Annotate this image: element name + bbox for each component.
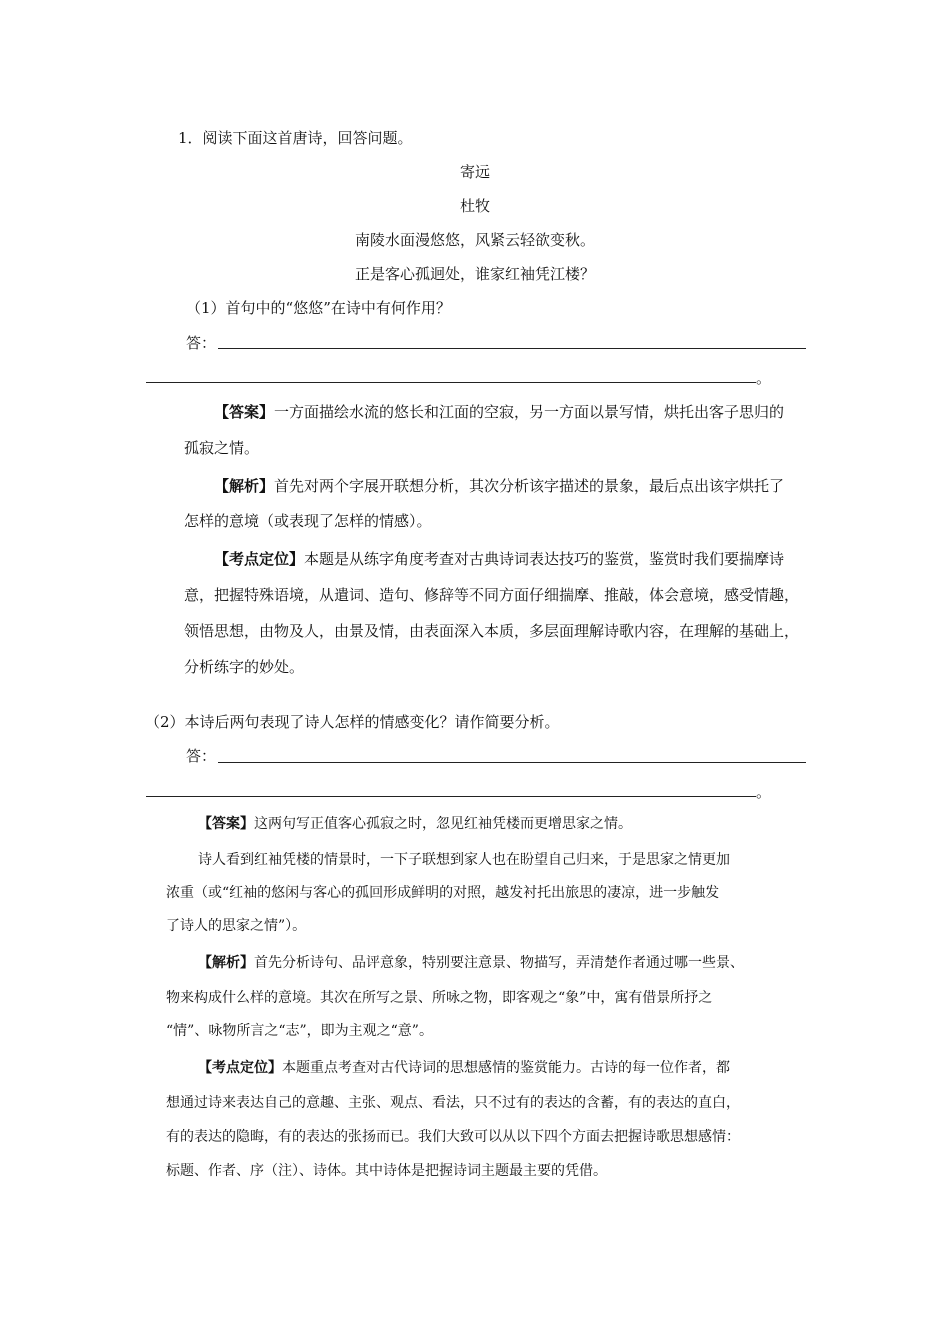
analysis-tag: 【解析】 bbox=[198, 955, 254, 971]
answer-text: 一方面描绘水流的悠长和江面的空寂，另一方面以景写情，烘托出客子思归的 bbox=[274, 403, 785, 421]
part1-analysis bbox=[214, 476, 784, 496]
focus-text: 本题是从练字角度考查对古典诗词表达技巧的鉴赏，鉴赏时我们要揣摩诗 bbox=[304, 550, 785, 568]
part1-analysis-cont: 怎样的意境（或表现了怎样的情感）。 bbox=[184, 512, 432, 530]
part2-analysis bbox=[198, 953, 744, 973]
answer-period: 。 bbox=[756, 783, 772, 801]
poem-author: 杜牧 bbox=[459, 197, 490, 215]
answer-blank-line bbox=[146, 382, 756, 383]
part2-explain: 诗人看到红袖凭楼的情景时，一下子联想到家人也在盼望自己归来，于是思家之情更加 bbox=[198, 852, 730, 868]
part2-focus-cont: 标题、作者、序（注）、诗体。其中诗体是把握诗词主题最主要的凭借。 bbox=[166, 1163, 607, 1179]
poem-line: 南陵水面漫悠悠，风紧云轻欲变秋。 bbox=[354, 231, 595, 249]
part2-analysis-cont: “情”、咏物所言之“志”，即为主观之“意”。 bbox=[166, 1023, 433, 1039]
part1-answer bbox=[214, 402, 784, 422]
part2-focus-cont: 有的表达的隐晦，有的表达的张扬而已。我们大致可以从以下四个方面去把握诗歌思想感情： bbox=[166, 1129, 740, 1145]
part2-answer bbox=[198, 814, 632, 834]
question-intro: 1．阅读下面这首唐诗，回答问题。 bbox=[178, 129, 413, 147]
answer-tag: 【答案】 bbox=[198, 816, 254, 832]
part1-focus-cont: 意，把握特殊语境，从遣词、造句、修辞等不同方面仔细揣摩、推敲，体会意境，感受情趣， bbox=[184, 586, 800, 604]
part2-prompt: （2）本诗后两句表现了诗人怎样的情感变化？请作简要分析。 bbox=[145, 713, 560, 731]
answer-blank-line bbox=[218, 762, 806, 763]
part2-focus bbox=[198, 1058, 730, 1078]
focus-text: 本题重点考查对古代诗词的思想感情的鉴赏能力。古诗的每一位作者，都 bbox=[282, 1060, 730, 1076]
poem-title: 寄远 bbox=[459, 163, 490, 181]
part1-prompt: （1）首句中的“悠悠”在诗中有何作用？ bbox=[186, 299, 451, 317]
part1-answer-cont: 孤寂之情。 bbox=[184, 439, 260, 457]
analysis-text: 首先对两个字展开联想分析，其次分析该字描述的景象，最后点出该字烘托了 bbox=[274, 477, 785, 495]
answer-label: 答： bbox=[186, 747, 217, 765]
part1-focus-cont: 分析练字的妙处。 bbox=[184, 658, 305, 676]
part1-focus-cont: 领悟思想，由物及人，由景及情，由表面深入本质，多层面理解诗歌内容，在理解的基础上， bbox=[184, 622, 800, 640]
part2-focus-cont: 想通过诗来表达自己的意趣、主张、观点、看法，只不过有的表达的含蓄，有的表达的直白， bbox=[166, 1095, 740, 1111]
analysis-text: 首先分析诗句、品评意象，特别要注意景、物描写，弄清楚作者通过哪一些景、 bbox=[254, 955, 744, 971]
analysis-tag: 【解析】 bbox=[214, 477, 275, 495]
part2-explain-cont: 了诗人的思家之情”）。 bbox=[166, 918, 307, 934]
poem-line: 正是客心孤迥处，谁家红袖凭江楼？ bbox=[354, 265, 595, 283]
answer-period: 。 bbox=[756, 369, 772, 387]
part2-analysis-cont: 物来构成什么样的意境。其次在所写之景、所咏之物，即客观之“象”中，寓有借景所抒之 bbox=[166, 990, 713, 1006]
part1-focus bbox=[214, 549, 784, 569]
answer-blank-line bbox=[218, 348, 806, 349]
answer-label: 答： bbox=[186, 334, 217, 352]
focus-tag: 【考点定位】 bbox=[198, 1060, 282, 1076]
answer-blank-line bbox=[146, 796, 756, 797]
answer-tag: 【答案】 bbox=[214, 403, 275, 421]
part2-explain-cont: 浓重（或“红袖的悠闲与客心的孤回形成鲜明的对照，越发衬托出旅思的凄凉，进一步触发 bbox=[166, 885, 720, 901]
answer-text: 这两句写正值客心孤寂之时，忽见红袖凭楼而更增思家之情。 bbox=[254, 816, 632, 832]
focus-tag: 【考点定位】 bbox=[214, 550, 305, 568]
